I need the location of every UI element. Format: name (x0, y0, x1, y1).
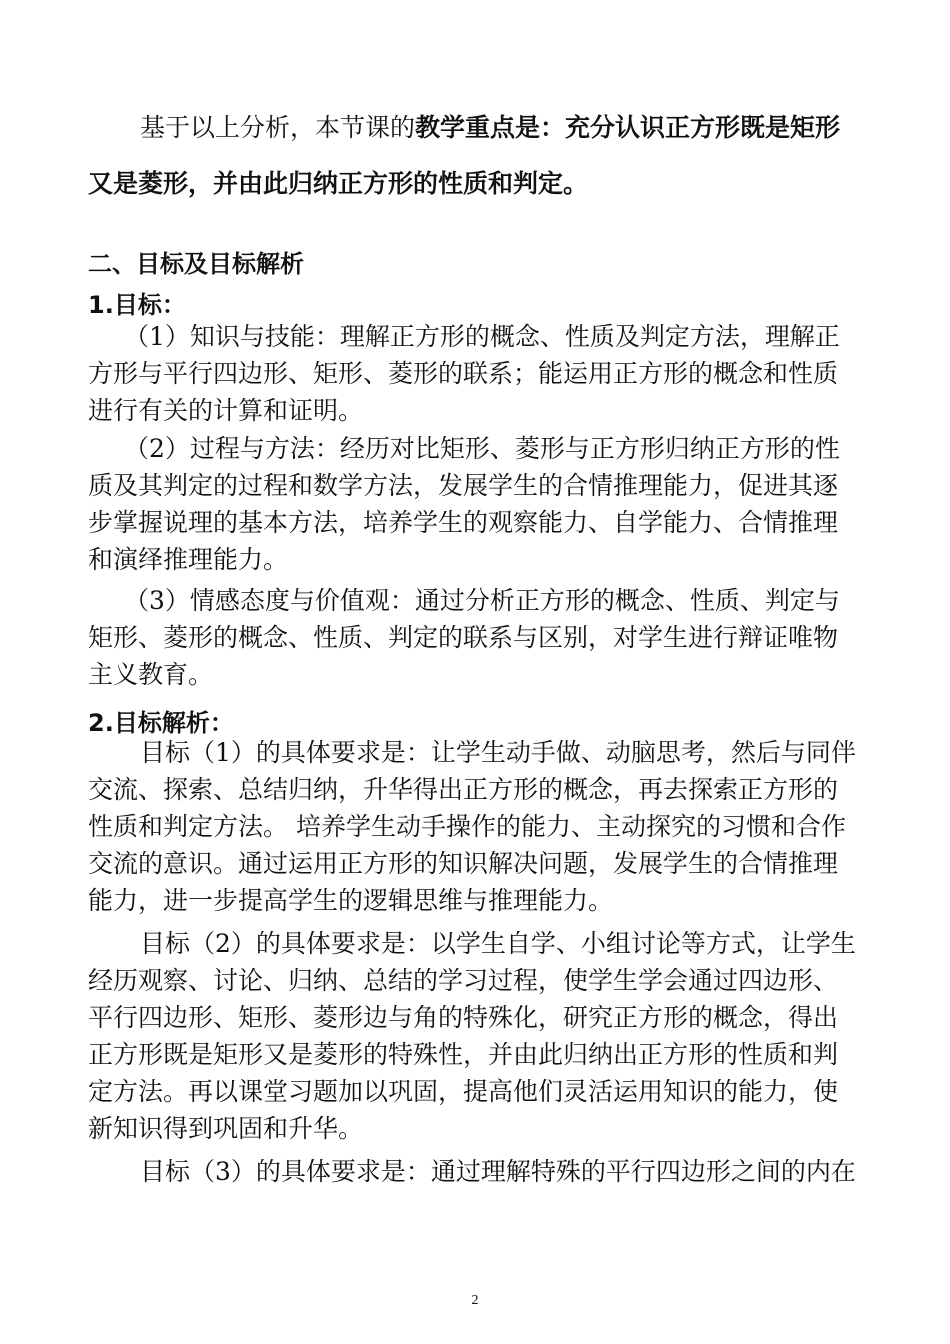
goal-item-2 (88, 430, 863, 578)
text-line: 正方形既是矩形又是菱形的特殊性，并由此归纳出正方形的性质和判 (88, 1040, 839, 1069)
text-line: 平行四边形、矩形、菱形边与角的特殊化，研究正方形的概念，得出 (88, 1003, 839, 1032)
section-heading: 二、目标及目标解析 (88, 250, 304, 278)
intro-line-2: 又是菱形，并由此归纳正方形的性质和判定。 (88, 169, 589, 198)
text-line: 经历观察、讨论、归纳、总结的学习过程，使学生学会通过四边形、 (88, 966, 839, 995)
text-line: 方形与平行四边形、矩形、菱形的联系；能运用正方形的概念和性质 (88, 359, 839, 388)
text-line: 目标（3）的具体要求是：通过理解特殊的平行四边形之间的内在 (140, 1157, 856, 1186)
text-line: 交流、探索、总结归纳，升华得出正方形的概念，再去探索正方形的 (88, 775, 839, 804)
text-line: 目标（1）的具体要求是：让学生动手做、动脑思考，然后与同伴 (140, 738, 856, 767)
analysis-heading: 2.目标解析： (88, 709, 234, 737)
analysis-item-3 (88, 1153, 863, 1190)
page-number: 2 (471, 1293, 479, 1308)
goals-heading: 1.目标： (88, 291, 186, 319)
text-line: 进行有关的计算和证明。 (88, 396, 364, 425)
text-line: 步掌握说理的基本方法，培养学生的观察能力、自学能力、合情推理 (88, 508, 839, 537)
goal-item-3 (88, 582, 863, 693)
text-line: 性质和判定方法。 培养学生动手操作的能力、主动探究的习惯和合作 (88, 812, 846, 841)
goal-item-1 (88, 318, 863, 429)
text-line: 新知识得到巩固和升华。 (88, 1114, 364, 1143)
text-line: 质及其判定的过程和数学方法，发展学生的合情推理能力，促进其逐 (88, 471, 839, 500)
text-line: 交流的意识。通过运用正方形的知识解决问题，发展学生的合情推理 (88, 849, 839, 878)
intro-paragraph (88, 100, 863, 212)
text-line: 能力，进一步提高学生的逻辑思维与推理能力。 (88, 886, 614, 915)
analysis-item-2 (88, 925, 863, 1147)
text-line: （1）知识与技能：理解正方形的概念、性质及判定方法，理解正 (124, 322, 840, 351)
text-line: （3）情感态度与价值观：通过分析正方形的概念、性质、判定与 (124, 586, 840, 615)
text-line: （2）过程与方法：经历对比矩形、菱形与正方形归纳正方形的性 (124, 434, 840, 463)
intro-line-1: 基于以上分析，本节课的教学重点是：充分认识正方形既是矩形 (140, 113, 841, 142)
analysis-item-1 (88, 734, 863, 919)
text-line: 矩形、菱形的概念、性质、判定的联系与区别，对学生进行辩证唯物 (88, 623, 839, 652)
text-line: 和演绎推理能力。 (88, 545, 289, 574)
text-line: 主义教育。 (88, 660, 214, 689)
text-line: 目标（2）的具体要求是：以学生自学、小组讨论等方式，让学生 (140, 929, 856, 958)
text-line: 定方法。再以课堂习题加以巩固，提高他们灵活运用知识的能力，使 (88, 1077, 839, 1106)
